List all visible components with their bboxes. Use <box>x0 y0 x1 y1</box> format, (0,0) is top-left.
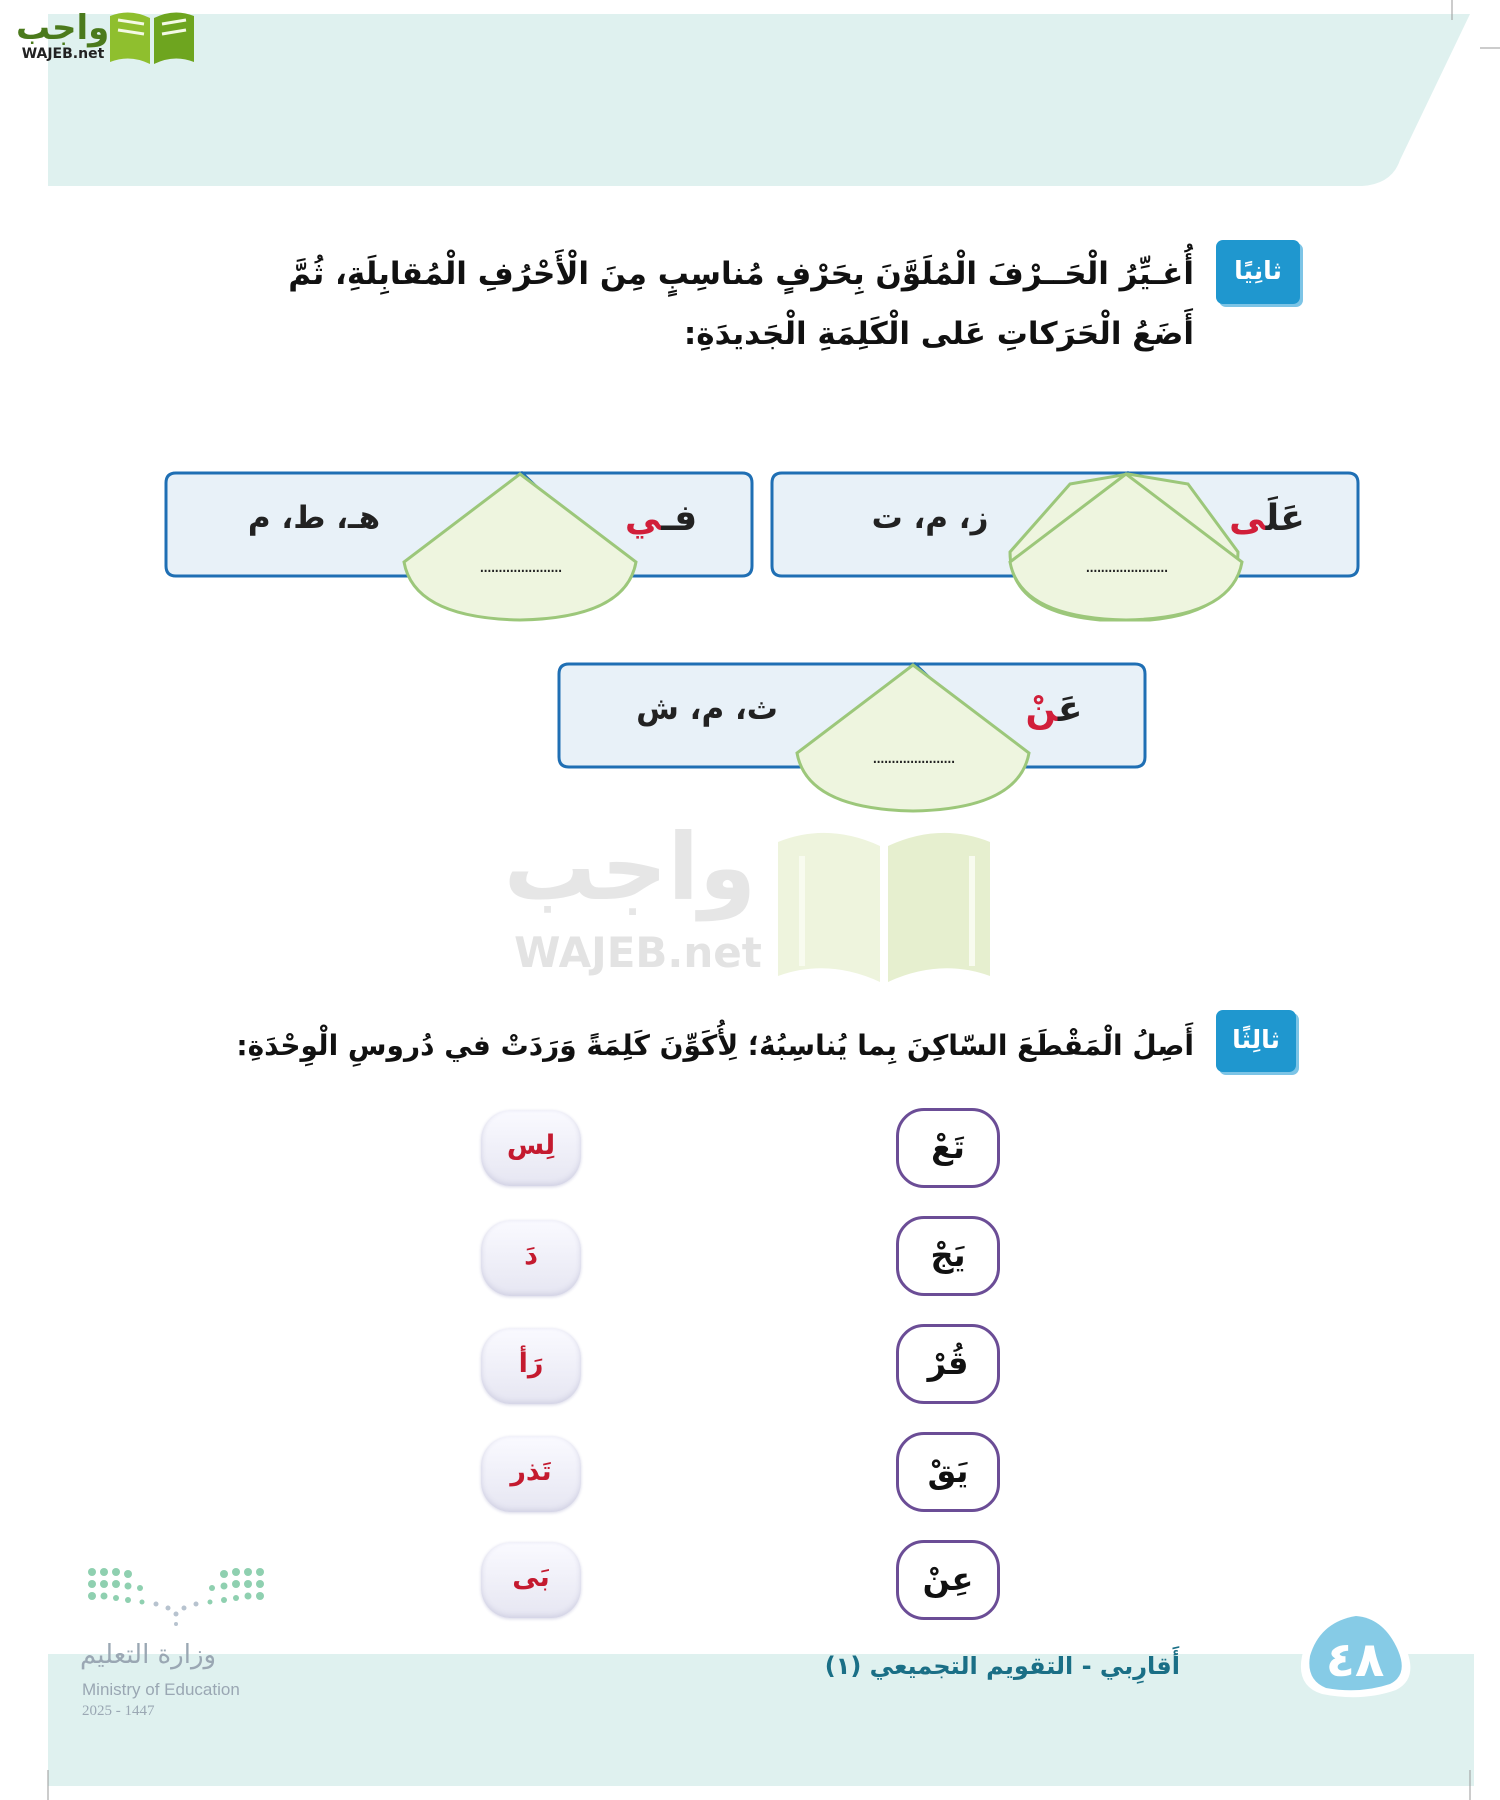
exercise-card-2 <box>164 462 754 642</box>
letter-choices: هـ، ط، م <box>247 500 381 536</box>
card-frame <box>164 462 754 642</box>
ending-item[interactable]: لِس <box>481 1110 581 1186</box>
section-instruction-third: أَصِلُ الْمَقْطَعَ السّاكِنَ بِما يُناسِبُهُ؛ لِأُكَوِّنَ كَلِمَةً وَرَدَتْ في دُروسِ الْوِحْدَةِ: <box>236 1029 1194 1062</box>
watermark-english: WAJEB.net <box>514 928 762 977</box>
section-instruction-second <box>190 244 1194 364</box>
watermark-book-icon <box>772 816 996 986</box>
wajeb-logo[interactable] <box>6 4 196 68</box>
card-word: عَنْ <box>1025 689 1083 730</box>
ending-item[interactable]: بَى <box>481 1542 581 1618</box>
header-band <box>0 0 1500 190</box>
book-icon <box>106 6 198 68</box>
footer-title: أَقارِبي - التقويم التجميعي (١) <box>824 1652 1180 1680</box>
stem-item[interactable]: عِنْ <box>896 1540 1000 1620</box>
ministry-emblem-icon <box>84 1562 268 1632</box>
ministry-year: 2025 - 1447 <box>82 1703 155 1719</box>
exercise-card-3 <box>557 653 1147 833</box>
section-badge-second: ثانِيًا <box>1216 240 1300 304</box>
ending-item[interactable]: تَذر <box>481 1436 581 1512</box>
stem-item[interactable]: يَقْ <box>896 1432 1000 1512</box>
stem-item[interactable]: يَجْ <box>896 1216 1000 1296</box>
stem-item[interactable]: قُرْ <box>896 1324 1000 1404</box>
highlight-letter: ي <box>624 498 662 539</box>
card-frame <box>770 462 1360 642</box>
answer-blank[interactable]: ...................... <box>872 747 954 768</box>
letter-choices: ث، م، ش <box>636 691 778 727</box>
ending-item[interactable]: رَأ <box>481 1328 581 1404</box>
letter-choices: ز، م، ت <box>871 500 989 536</box>
highlight-letter: ى <box>1229 498 1266 539</box>
stem-item[interactable]: تَعْ <box>896 1108 1000 1188</box>
instruction-line-1: أُغـيِّرُ الْحَــرْفَ الْمُلَوَّنَ بِحَرْفٍ مُناسِبٍ مِنَ الْأَحْرُفِ الْمُقابِلَةِ، ثُمَّ <box>288 256 1194 292</box>
section-badge-third: ثالِثًا <box>1216 1010 1296 1072</box>
answer-blank[interactable]: ...................... <box>479 556 561 577</box>
ministry-arabic-name: وزارة التعليم <box>80 1640 217 1670</box>
page-number: ٤٨ <box>1325 1632 1385 1688</box>
logo-english-text: WAJEB.net <box>21 46 105 62</box>
watermark-arabic: واجب <box>503 814 757 921</box>
ministry-english-name: Ministry of Education <box>82 1680 240 1699</box>
card-word: فـي <box>624 498 698 539</box>
logo-arabic-text: واجب <box>16 8 110 48</box>
card-word: عَلَى <box>1229 498 1305 539</box>
exercise-card-1 <box>770 462 1360 642</box>
instruction-line-2: أَضَعُ الْحَرَكاتِ عَلى الْكَلِمَةِ الْجَديدَةِ: <box>683 316 1194 352</box>
highlight-letter: نْ <box>1025 689 1058 730</box>
card-frame <box>557 653 1147 833</box>
answer-blank[interactable]: ...................... <box>1085 556 1167 577</box>
ending-item[interactable]: دَ <box>481 1220 581 1296</box>
